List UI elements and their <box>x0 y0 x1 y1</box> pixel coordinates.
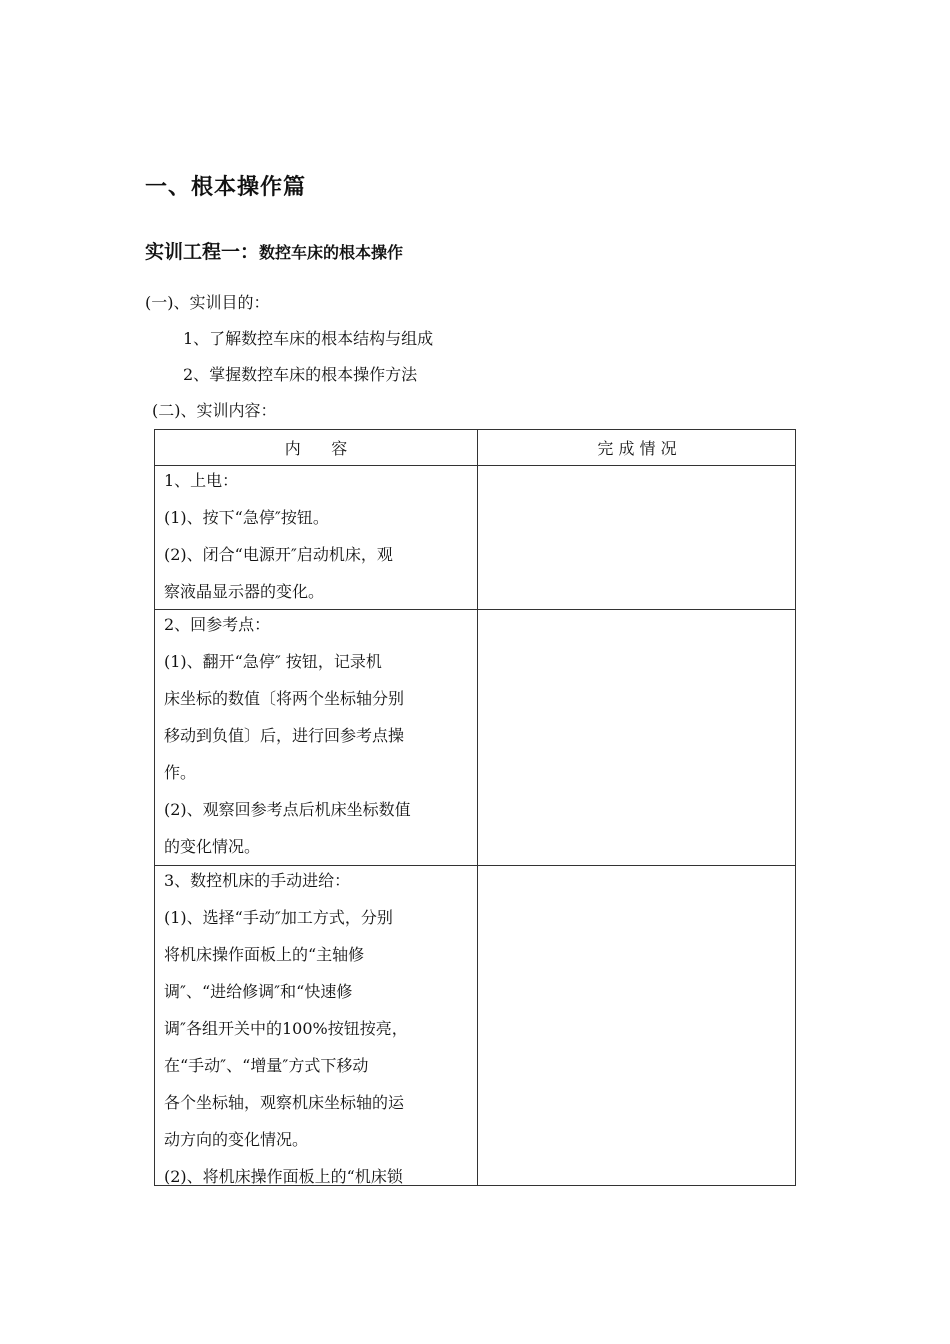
row-text-line: 2、回参考点： <box>164 615 271 634</box>
project-prefix: 实训工程一： <box>145 241 260 263</box>
row-text-line: 床坐标的数值〔将两个坐标轴分别 <box>164 689 405 708</box>
section-heading: 一、根本操作篇 <box>145 175 307 200</box>
objectives-title: (一)、实训目的： <box>145 293 270 312</box>
row-text-line: (2)、观察回参考点后机床坐标数值 <box>164 800 411 819</box>
row-text-line: (2)、闭合“电源开″启动机床，观 <box>164 545 393 564</box>
row-text-line: 各个坐标轴，观察机床坐标轴的运 <box>164 1093 405 1112</box>
row-text-line: 的变化情况。 <box>164 837 261 856</box>
status-cell <box>485 614 785 854</box>
row-text-line: 调″、“进给修调″和“快速修 <box>164 982 353 1001</box>
row-text-line: 移动到负值〕后，进行回参考点操 <box>164 726 405 745</box>
row-text-line: (1)、翻开“急停″ 按钮，记录机 <box>164 652 382 671</box>
row-text-line: 察液晶显示器的变化。 <box>164 582 325 601</box>
row-text-line: (1)、按下“急停″按钮。 <box>164 508 329 527</box>
row-text-line: 1、上电： <box>164 471 239 490</box>
row-text-line: 在“手动″、“增量″方式下移动 <box>164 1056 369 1075</box>
project-heading <box>145 237 403 264</box>
row-text-line: 调″各组开关中的100%按钮按亮， <box>164 1019 408 1038</box>
column-header-status: 完 成 情 况 <box>597 439 677 458</box>
table-row-manual-feed <box>164 862 470 1195</box>
row-text-line: 动方向的变化情况。 <box>164 1130 309 1149</box>
row-text-line: (2)、将机床操作面板上的“机床锁 <box>164 1167 403 1186</box>
training-content-table <box>154 429 796 1186</box>
status-cell <box>485 870 785 1170</box>
row-text-line: 3、数控机床的手动进给： <box>164 871 351 890</box>
row-text-line: 作。 <box>164 763 197 782</box>
content-title: (二)、实训内容： <box>152 401 277 420</box>
project-title: 数控车床的根本操作 <box>259 243 404 262</box>
column-header-content: 内 容 <box>284 439 348 458</box>
table-row-reference-point <box>164 606 470 865</box>
status-cell <box>485 470 785 600</box>
column-divider <box>477 430 478 1185</box>
row-text-line: (1)、选择“手动″加工方式，分别 <box>164 908 393 927</box>
row-text-line: 将机床操作面板上的“主轴修 <box>164 945 365 964</box>
objective-item: 2、掌握数控车床的根本操作方法 <box>183 365 418 384</box>
objective-item: 1、了解数控车床的根本结构与组成 <box>183 329 434 348</box>
table-row-power-on <box>164 462 470 610</box>
